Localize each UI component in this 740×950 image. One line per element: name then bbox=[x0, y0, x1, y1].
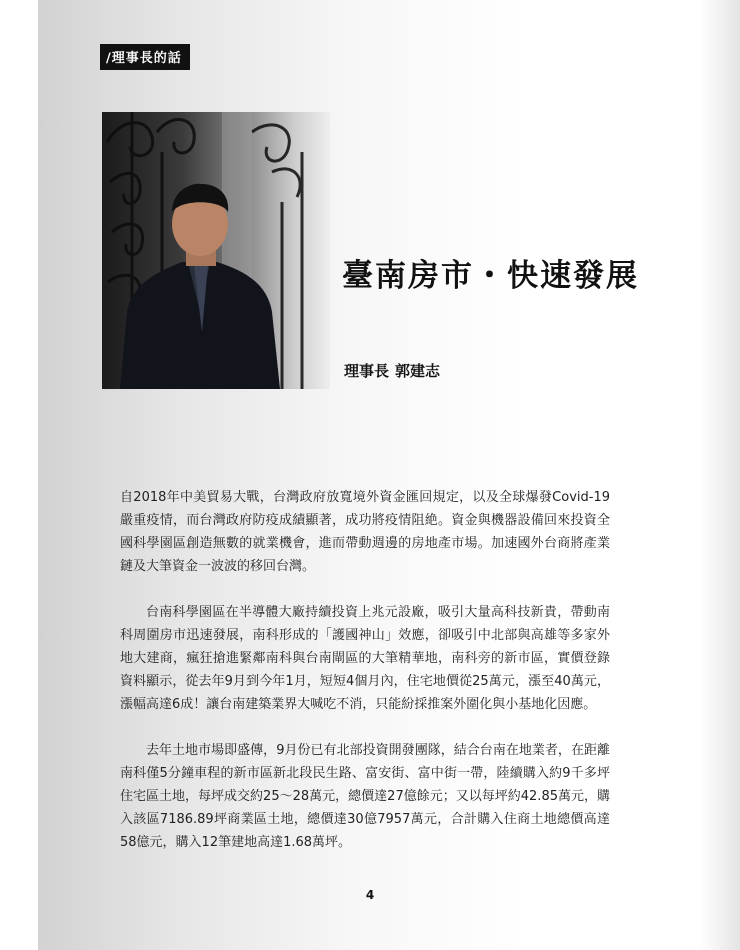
paragraph-1: 自2018年中美貿易大戰，台灣政府放寬境外資金匯回規定，以及全球爆發Covid-19嚴重疫情，而台灣政府防疫成績顯著，成功將疫情阻絶。資金與機器設備回來投資全國科學園區創造無數的就業機會，進而帶動週邊的房地產市場。加速國外台商將產業鏈及大筆資金一波波的移回台灣。 bbox=[120, 490, 610, 574]
page-edge-shadow bbox=[700, 0, 740, 950]
article-title: 臺南房市・快速發展 bbox=[342, 258, 639, 294]
section-label: /理事長的話 bbox=[100, 44, 190, 70]
author-name: 郭建志 bbox=[395, 362, 441, 380]
chairman-portrait-photo bbox=[102, 112, 330, 389]
page-number: 4 bbox=[365, 888, 375, 902]
portrait-illustration bbox=[102, 112, 330, 389]
author-line bbox=[344, 360, 440, 381]
author-title: 理事長 bbox=[344, 362, 390, 380]
article-body bbox=[120, 486, 610, 877]
paragraph-2: 台南科學園區在半導體大廠持續投資上兆元設廠，吸引大量高科技新貴，帶動南科周圍房市迅速發展，南科形成的「護國神山」效應，卻吸引中北部與高雄等多家外地大建商，瘋狂搶進緊鄰南科與台南閘區的大筆精華地，南科旁的新市區，實價登錄資料顯示，從去年9月到今年1月，短短4個月內，住宅地價從25萬元，漲至40萬元，漲幅高達6成！讓台南建築業界大喊吃不消，只能紛採推案外圍化與小基地化因應。 bbox=[120, 605, 610, 712]
paragraph-3: 去年土地市場即盛傳，9月份已有北部投資開發團隊，結合台南在地業者，在距離南科僅5分鐘車程的新市區新北段民生路、富安街、富中街一帶，陸續購入約9千多坪住宅區土地，每坪成交約25～28萬元，總價達27億餘元；又以每坪約42.85萬元，購入該區7186.89坪商業區土地，總價達30億7957萬元，合計購入住商土地總價高達58億元，購入12筆建地高達1.68萬坪。 bbox=[120, 743, 610, 850]
